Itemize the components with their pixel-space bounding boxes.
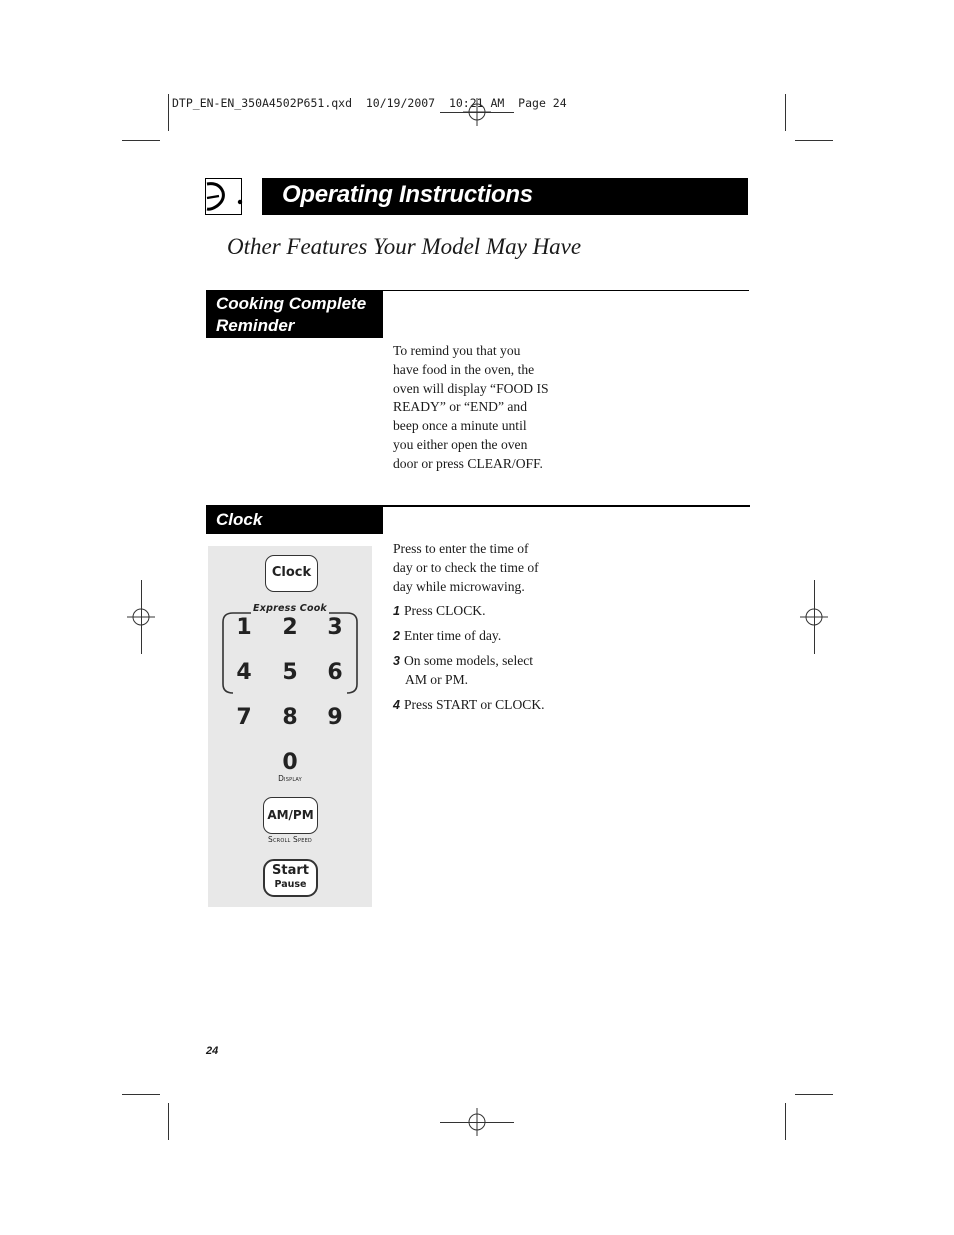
- text-line: Press to enter the time of: [393, 541, 529, 556]
- crop-mark: [440, 112, 514, 113]
- step-text: Press START or CLOCK.: [403, 697, 545, 712]
- ampm-key: [263, 797, 318, 834]
- step-number: 2: [393, 629, 400, 643]
- header-bar: [262, 178, 748, 215]
- text-line: day while microwaving.: [393, 578, 525, 594]
- crop-mark: [785, 1103, 786, 1140]
- step-text: Enter time of day.: [403, 628, 502, 643]
- express-cook-label: Express Cook: [253, 603, 327, 614]
- step-text: On some models, select: [403, 653, 534, 668]
- section-label-clock: [206, 507, 383, 534]
- ge-monogram-icon: [205, 178, 243, 215]
- step-number: 1: [393, 604, 400, 618]
- crop-mark: [122, 140, 160, 141]
- scroll-speed-label: Scroll Speed: [268, 835, 312, 844]
- crop-mark: [795, 1094, 833, 1095]
- display-label: Display: [278, 774, 302, 783]
- digit-key-9: 9: [327, 705, 343, 730]
- text-line: oven will display “FOOD IS: [393, 380, 549, 396]
- key-label: Start: [272, 863, 309, 878]
- step-item: [393, 652, 568, 690]
- clock-key: [265, 555, 318, 592]
- crop-mark: [168, 94, 169, 131]
- print-slug: DTP_EN-EN_350A4502P651.qxd 10/19/2007 10:21 AM Page 24: [172, 96, 567, 110]
- key-label: Clock: [271, 565, 312, 580]
- digit-key-1: 1: [236, 615, 252, 640]
- page-title: Operating Instructions: [282, 181, 533, 208]
- section-label-line: Reminder: [216, 316, 295, 335]
- step-item: [393, 627, 568, 646]
- step-text-continued: AM or PM.: [405, 671, 469, 687]
- step-item: [393, 696, 568, 715]
- digit-key-4: 4: [236, 660, 252, 685]
- step-item: [393, 602, 568, 621]
- crop-mark: [814, 580, 815, 654]
- text-line: day or to check the time of: [393, 559, 539, 575]
- text-line: door or press CLEAR/OFF.: [393, 455, 543, 471]
- digit-key-7: 7: [236, 705, 252, 730]
- text-line: you either open the oven: [393, 436, 528, 452]
- step-text: Press CLOCK.: [403, 603, 486, 618]
- text-line: To remind you that you: [393, 343, 521, 358]
- section-label-line: Cooking Complete: [216, 294, 367, 313]
- crop-mark: [795, 140, 833, 141]
- digit-key-2: 2: [282, 615, 298, 640]
- section-label-reminder: [206, 291, 383, 338]
- step-number: 3: [393, 654, 400, 668]
- digit-key-6: 6: [327, 660, 343, 685]
- crop-mark: [122, 1094, 160, 1095]
- keypad-illustration: [208, 546, 372, 907]
- key-label: AM/PM: [267, 808, 314, 822]
- page-number: 24: [206, 1045, 219, 1057]
- clock-intro: [393, 540, 568, 596]
- crop-mark: [785, 94, 786, 131]
- reminder-text: [393, 342, 568, 474]
- digit-key-0: 0: [282, 750, 298, 775]
- digit-key-3: 3: [327, 615, 343, 640]
- text-line: have food in the oven, the: [393, 361, 535, 377]
- step-number: 4: [393, 698, 400, 712]
- crop-mark: [141, 580, 142, 654]
- text-line: beep once a minute until: [393, 418, 527, 434]
- digit-key-5: 5: [282, 660, 298, 685]
- digit-key-8: 8: [282, 705, 298, 730]
- crop-mark: [440, 1122, 514, 1123]
- section-subtitle: Other Features Your Model May Have: [227, 234, 582, 259]
- section-label-line: Clock: [216, 510, 263, 529]
- text-line: READY” or “END” and: [393, 399, 528, 415]
- crop-mark: [168, 1103, 169, 1140]
- key-sublabel: Pause: [274, 879, 307, 890]
- start-pause-key: [263, 859, 318, 897]
